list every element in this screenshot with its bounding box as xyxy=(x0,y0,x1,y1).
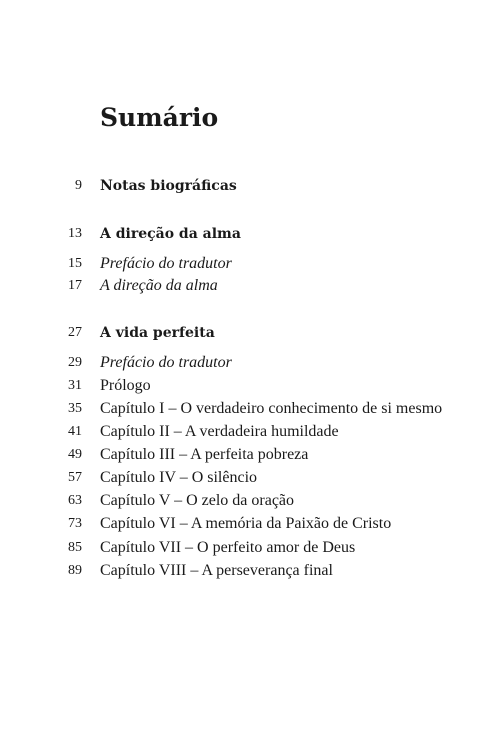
toc-entry-capitulo-1[interactable] xyxy=(0,398,500,420)
toc-entry-label: A direção da alma xyxy=(100,226,241,242)
toc-entry-label: Capítulo III – A perfeita pobreza xyxy=(100,446,309,463)
toc-entry-label: Capítulo IV – O silêncio xyxy=(100,469,258,486)
toc-entry-capitulo-5[interactable] xyxy=(0,490,500,512)
toc-entry-capitulo-8[interactable] xyxy=(0,560,500,582)
toc-entry-capitulo-4[interactable] xyxy=(0,467,500,489)
toc-entry-prologo[interactable] xyxy=(0,375,500,397)
toc-page-number: 15 xyxy=(68,256,82,271)
toc-entry-label: Capítulo V – O zelo da oração xyxy=(100,492,295,509)
toc-entry-label: Capítulo II – A verdadeira humildade xyxy=(100,423,339,440)
toc-page-number: 63 xyxy=(68,493,82,508)
toc-entry-label: Prefácio do tradutor xyxy=(100,255,232,272)
toc-page-number: 73 xyxy=(68,516,82,531)
toc-page-number: 9 xyxy=(75,178,82,193)
toc-entry-a-direcao-da-alma-section[interactable] xyxy=(0,223,500,245)
toc-entry-capitulo-3[interactable] xyxy=(0,444,500,466)
toc-entry-capitulo-6[interactable] xyxy=(0,513,500,535)
toc-entry-prefacio-do-tradutor-1[interactable] xyxy=(0,253,500,275)
toc-page-number: 29 xyxy=(68,355,82,370)
toc-page-number: 27 xyxy=(68,325,82,340)
toc-page-number: 35 xyxy=(68,401,82,416)
toc-entry-label: Prefácio do tradutor xyxy=(100,354,232,371)
toc-entry-label: Notas biográficas xyxy=(100,178,237,194)
toc-page-number: 85 xyxy=(68,540,82,555)
toc-entry-label: Capítulo VI – A memória da Paixão de Cristo xyxy=(100,515,392,532)
toc-entry-label: Capítulo I – O verdadeiro conhecimento de si mesmo xyxy=(100,400,443,417)
toc-page-number: 57 xyxy=(68,470,82,485)
toc-entry-capitulo-7[interactable] xyxy=(0,537,500,559)
toc-page-number: 17 xyxy=(68,278,82,293)
toc-entry-label: A direção da alma xyxy=(100,277,218,294)
toc-entry-label: Capítulo VIII – A perseverança final xyxy=(100,562,333,579)
toc-entry-a-direcao-da-alma[interactable] xyxy=(0,275,500,297)
toc-entry-label: Capítulo VII – O perfeito amor de Deus xyxy=(100,539,356,556)
toc-page-number: 41 xyxy=(68,424,82,439)
toc-entry-capitulo-2[interactable] xyxy=(0,421,500,443)
toc-entry-prefacio-do-tradutor-2[interactable] xyxy=(0,352,500,374)
page-title: Sumário xyxy=(100,103,219,132)
toc-entry-a-vida-perfeita-section[interactable] xyxy=(0,322,500,344)
toc-entry-label: A vida perfeita xyxy=(100,325,215,341)
toc-page-number: 13 xyxy=(68,226,82,241)
toc-page-number: 31 xyxy=(68,378,82,393)
toc-page-number: 49 xyxy=(68,447,82,462)
toc-page-number: 89 xyxy=(68,563,82,578)
toc-entry-notas-biograficas[interactable] xyxy=(0,175,500,197)
toc-entry-label: Prólogo xyxy=(100,377,151,394)
